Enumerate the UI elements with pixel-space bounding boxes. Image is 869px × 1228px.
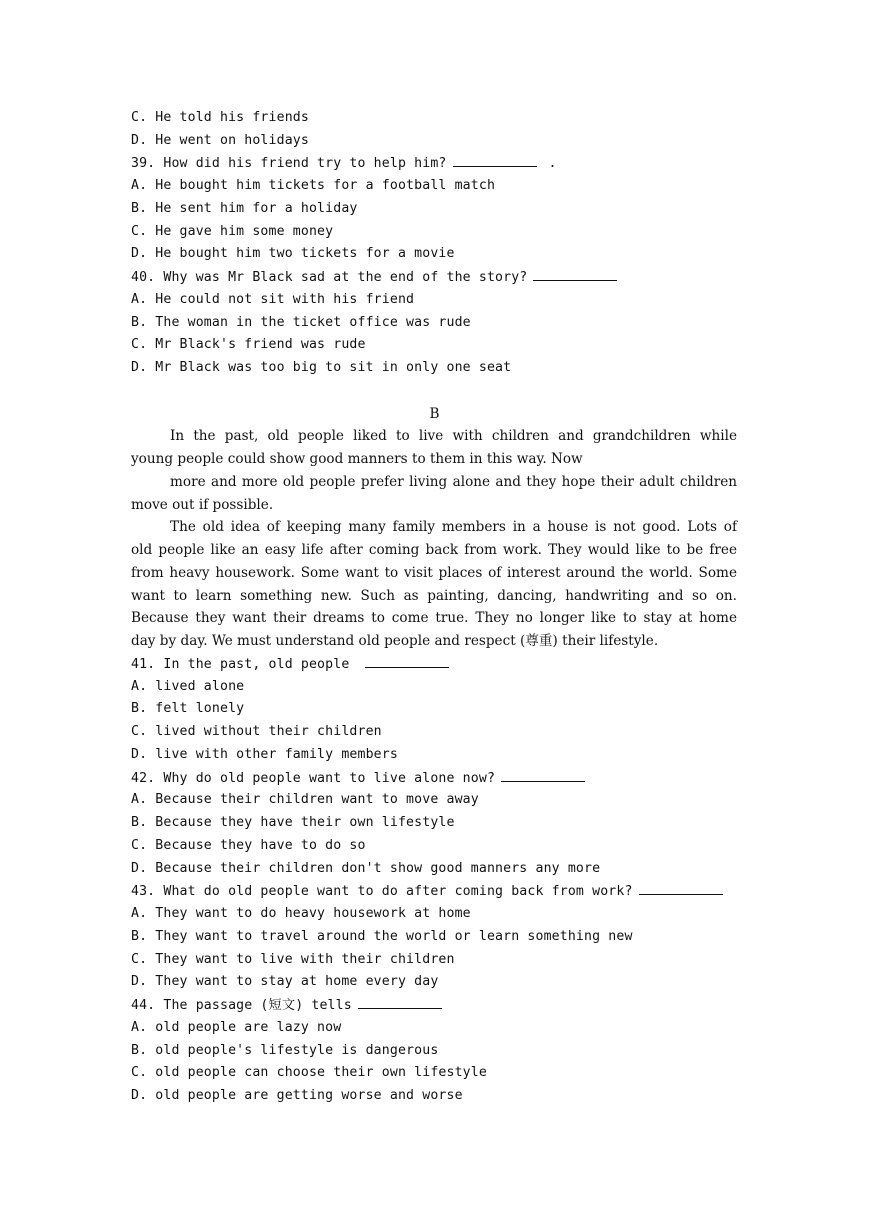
q38-option-c: C. He told his friends [131,110,309,125]
passage-paragraph-2-line-4: want to learn something new. Such as painting, dancing, handwriting and so on. [131,588,737,604]
q42-option-d: D. Because their children don't show good manners any more [131,861,601,876]
q43-answer-blank [639,882,723,895]
passage-paragraph-2-line-1: The old idea of keeping many family members in a house is not good. Lots of [170,519,737,535]
q41-question-text: 41. In the past, old people [131,657,350,672]
passage-paragraph-1-line-3: more and more old people prefer living alone and they hope their adult children [170,474,737,490]
passage-paragraph-2-line-5: Because they want their dreams to come true. They no longer like to stay at home [131,610,737,626]
passage-paragraph-2-line-3: from heavy housework. Some want to visit places of interest around the world. Some [131,565,737,581]
q43-question [131,882,723,901]
q41-option-b: B. felt lonely [131,701,245,716]
passage-paragraph-1-line-2: young people could show good manners to them in this way. Now [131,451,583,467]
q41-answer-blank [365,655,449,668]
q39-option-c: C. He gave him some money [131,224,334,239]
q44-answer-blank [358,996,442,1009]
q42-option-c: C. Because they have to do so [131,838,366,853]
q43-option-b: B. They want to travel around the world or learn something new [131,929,633,944]
q44-option-b: B. old people's lifestyle is dangerous [131,1043,439,1058]
q42-question-text: 42. Why do old people want to live alone now? [131,771,496,786]
q43-option-a: A. They want to do heavy housework at home [131,906,471,921]
q39-question-text: 39. How did his friend try to help him? [131,156,447,171]
q40-question-text: 40. Why was Mr Black sad at the end of the story? [131,270,528,285]
q43-option-d: D. They want to stay at home every day [131,974,439,989]
q44-question-text: 44. The passage (短文) tells [131,998,352,1013]
q39-question [131,154,557,173]
q40-option-c: C. Mr Black's friend was rude [131,337,366,352]
passage-paragraph-2-line-2: old people like an easy life after coming back from work. They would like to be free [131,542,737,558]
q41-option-c: C. lived without their children [131,724,382,739]
q43-question-text: 43. What do old people want to do after coming back from work? [131,884,633,899]
passage-paragraph-1-line-1: In the past, old people liked to live with children and grandchildren while [170,428,737,444]
q41-option-a: A. lived alone [131,679,245,694]
q40-question [131,268,617,287]
q40-option-b: B. The woman in the ticket office was rude [131,315,471,330]
q40-answer-blank [533,268,617,281]
q41-question [131,655,449,674]
q44-question [131,996,442,1015]
q38-option-d: D. He went on holidays [131,133,309,148]
section-b-title: B [429,406,440,422]
q40-option-d: D. Mr Black was too big to sit in only one seat [131,360,512,375]
q42-option-b: B. Because they have their own lifestyle [131,815,455,830]
q39-option-d: D. He bought him two tickets for a movie [131,246,455,261]
q39-option-b: B. He sent him for a holiday [131,201,358,216]
q39-answer-blank [453,154,537,167]
q39-option-a: A. He bought him tickets for a football match [131,178,496,193]
q44-option-d: D. old people are getting worse and worse [131,1088,463,1103]
passage-paragraph-1-line-4: move out if possible. [131,497,274,513]
q42-option-a: A. Because their children want to move away [131,792,479,807]
q43-option-c: C. They want to live with their children [131,952,455,967]
q44-option-a: A. old people are lazy now [131,1020,342,1035]
q44-option-c: C. old people can choose their own lifestyle [131,1065,487,1080]
q42-question [131,769,585,788]
q42-answer-blank [501,769,585,782]
q40-option-a: A. He could not sit with his friend [131,292,415,307]
q41-option-d: D. live with other family members [131,747,398,762]
passage-paragraph-2-line-6: day by day. We must understand old people and respect (尊重) their lifestyle. [131,633,659,649]
q39-trailing-mark: . [548,156,557,171]
